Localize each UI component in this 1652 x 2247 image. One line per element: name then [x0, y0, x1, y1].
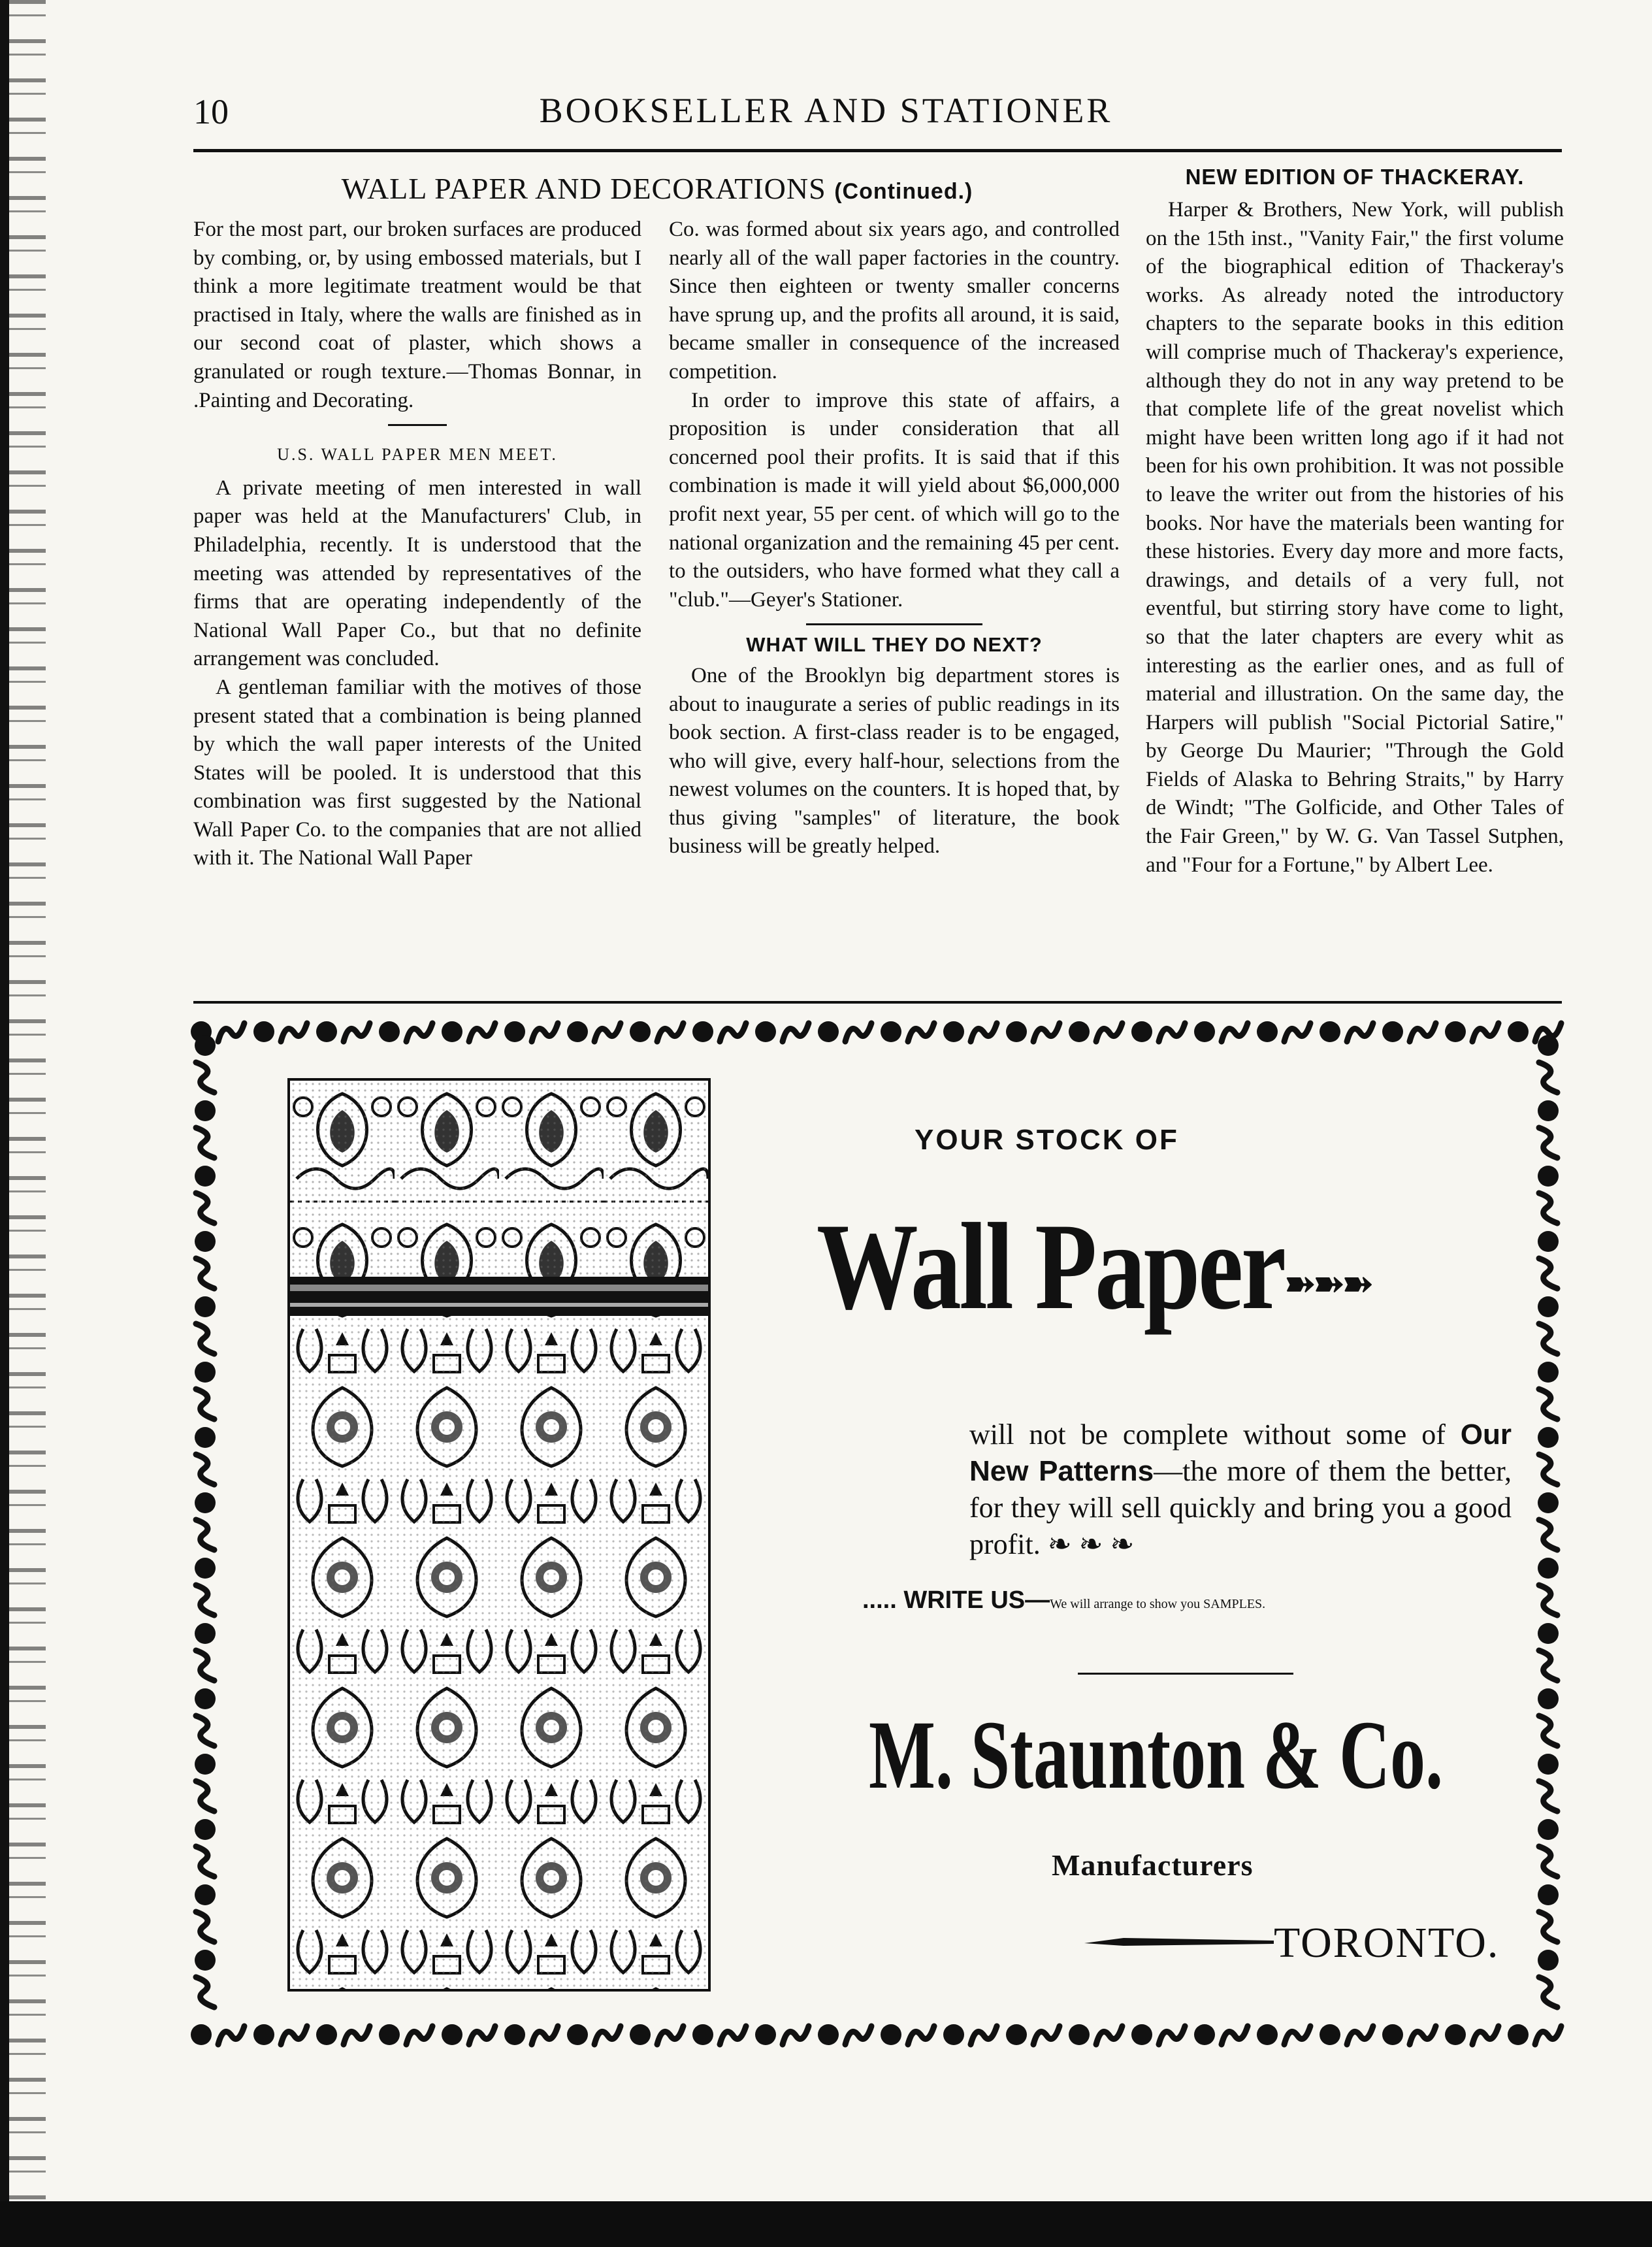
advert-body-text	[969, 1417, 1512, 1563]
advert-ornament-border-left	[186, 1032, 225, 2039]
section-subhead: U.S. WALL PAPER MEN MEET.	[277, 445, 558, 465]
advert-write-us-lead: ..... WRITE US—	[862, 1586, 1050, 1614]
advert-divider	[1078, 1673, 1293, 1675]
paragraph: One of the Brooklyn big department stores is about to inaugurate a series of public readings in its book section. A first-class reader is to be engaged, who will give, every half-hour, selections from the newest volumes on the counters. It is hoped that, by thus giving "samples" of literature, the book business will be greatly helped.	[669, 663, 1120, 859]
advert-body-start: will not be complete without some of	[969, 1419, 1461, 1451]
advert-line-your-stock: YOUR STOCK OF	[915, 1124, 1179, 1156]
scan-bottom-edge	[0, 2201, 1652, 2247]
paragraph: A gentleman familiar with the motives of those present stated that a combination is being planned by which the wall paper interests of the United States will be pooled. It is understood that this combination was first suggested by the National Wall Paper Co. to the companies that are not allied with it. The National Wall Paper	[193, 675, 641, 870]
paragraph: Harper & Brothers, New York, will publish on the 15th inst., "Vanity Fair," the first volume of the biographical edition of Thackeray's works. As already noted the introductory chapters to the separate books in this edition will comprise much of Thackeray's experience, although they do not in any way pretend to be that complete life of the great novelist which might have been written long ago if it had not been for his own prohibition. It was not possible to leave the writer out from the histories of his books. Nor have the materials been wanting for these histories. Every day more and more facts, drawings, and details of a very full, not eventful, but stirring story have come to light, so that the later chapters are every whit as interesting as the earlier ones, and as full of material and illustration. On the same day, the Harpers will publish "Social Pictorial Satire," by George Du Maurier; "Through the Gold Fields of Alaska to Behring Straits," by Harry de Windt; "The Golficide, and Other Tales of the Fair Green," by W. G. Van Tassel Sutphen, and "Four for a Fortune," by Albert Lee.	[1146, 198, 1564, 877]
paragraph: In order to improve this state of affairs, a proposition is under consideration that all concerned pool their profits. It is said that if this combination is made it will yield about $6,000,000 profit next year, 55 per cent. of which will go to the national organization and the remaining 45 per cent. to the outsiders, who have formed what they call a "club."—Geyer's Stationer.	[669, 388, 1120, 612]
advert-body-end: —the more of them the better, for they will sell quickly and bring you a good profit.	[969, 1455, 1512, 1560]
advert-city: TORONTO.	[1274, 1919, 1500, 1967]
running-title: BOOKSELLER AND STATIONER	[539, 91, 1113, 130]
header-rule	[193, 149, 1562, 152]
article-title-wall-paper	[193, 171, 1121, 206]
article-title-continued: (Continued.)	[834, 179, 973, 204]
advert-ornament-border-right	[1529, 1032, 1568, 2039]
advert-wedge-rule-icon	[1084, 1938, 1274, 1946]
advert-write-us-note: We will arrange to show you SAMPLES.	[1050, 1597, 1266, 1611]
advert-ornament-border-top	[189, 1013, 1568, 1051]
advert-fleuron-icons: ❧ ❧ ❧	[1047, 1528, 1135, 1560]
wallpaper-sample-illustration	[287, 1078, 711, 1992]
advert-body-emphasis: Our New Patterns	[969, 1419, 1512, 1487]
article-title-text: WALL PAPER AND DECORATIONS	[341, 172, 826, 205]
advert-write-us	[862, 1586, 1265, 1615]
article-title-next: WHAT WILL THEY DO NEXT?	[746, 633, 1043, 657]
page-number: 10	[193, 92, 229, 131]
advert-company-name: M. Staunton & Co.	[869, 1701, 1444, 1809]
text-column-3	[1146, 196, 1564, 879]
advert-ornament-border-bottom	[189, 2016, 1568, 2054]
section-divider	[388, 424, 447, 426]
advert-manufacturers: Manufacturers	[1052, 1848, 1254, 1882]
advert-headline-wall-paper: Wall Paper	[817, 1198, 1284, 1336]
article-title-thackeray: NEW EDITION OF THACKERAY.	[1185, 165, 1525, 189]
section-divider	[806, 623, 982, 625]
text-column-1	[193, 216, 641, 873]
advert-arrow-ornaments-icon: ➽➽➽	[1284, 1262, 1370, 1305]
wallpaper-pattern-image	[290, 1081, 708, 1989]
scan-left-border	[0, 0, 9, 2247]
text-column-2	[669, 216, 1120, 861]
paragraph: For the most part, our broken surfaces are produced by combing, or, by using embossed materials, but I think a more legitimate treatment would be that practised in Italy, where the walls are finished as in our second coat of plaster, which shows a granulated or rough texture.—Thomas Bonnar, in .Painting and Decorating.	[193, 218, 641, 412]
paragraph: A private meeting of men interested in wall paper was held at the Manufacturers' Club, in Philadelphia, recently. It is understood that the meeting was attended by representatives of the firms that are operating independently of the National Wall Paper Co., but that no definite arrangement was concluded.	[193, 476, 641, 671]
paragraph: Co. was formed about six years ago, and controlled nearly all of the wall paper factories in the country. Since then eighteen or twenty smaller concerns have sprung up, and the profits all around, it is said, became smaller in consequence of the increased competition.	[669, 218, 1120, 384]
advert-top-rule	[193, 1001, 1562, 1004]
